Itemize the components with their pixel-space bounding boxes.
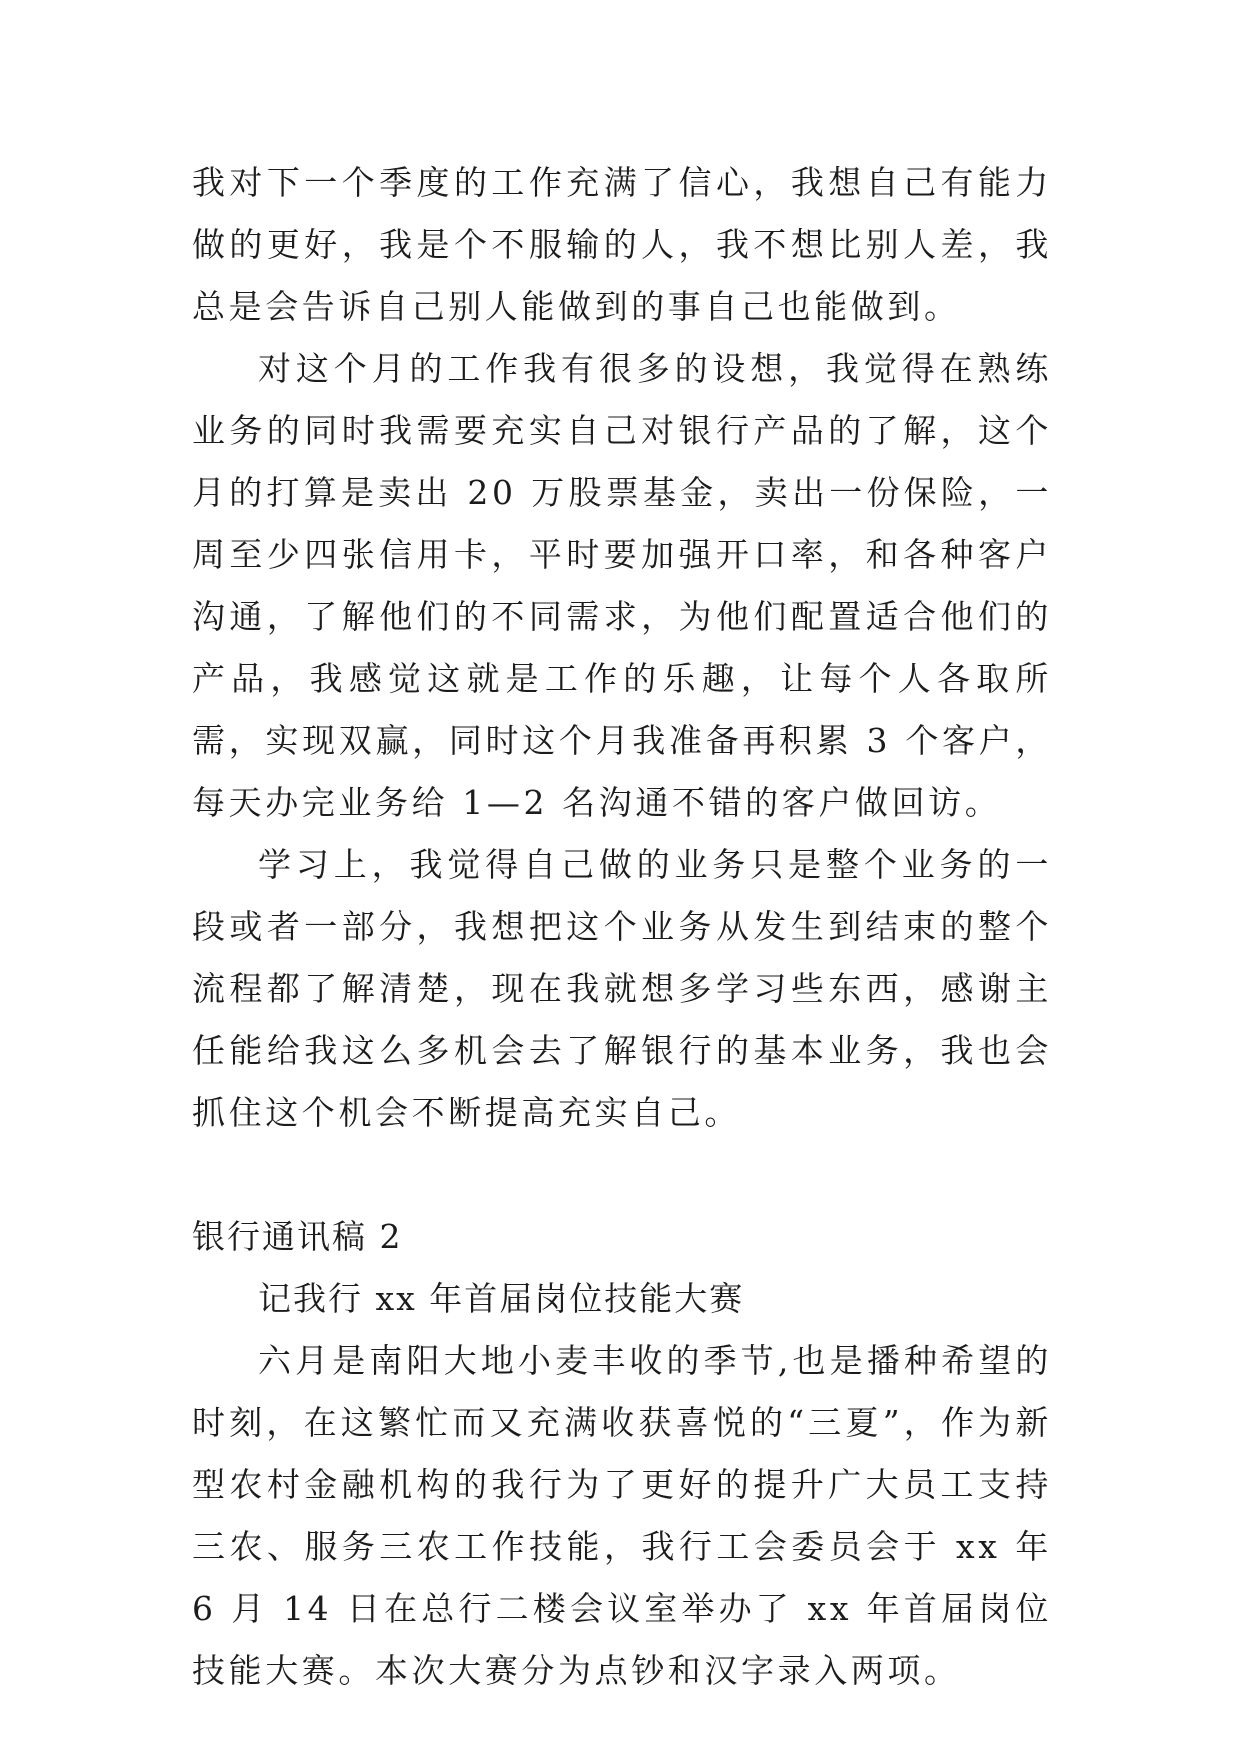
paragraph-confidence: 我对下一个季度的工作充满了信心，我想自己有能力做的更好，我是个不服输的人，我不想比别人差，我总是会告诉自己别人能做到的事自己也能做到。 — [192, 163, 1052, 326]
document-body — [192, 152, 1052, 1702]
paragraph-monthly-plan: 对这个月的工作我有很多的设想，我觉得在熟练业务的同时我需要充实自己对银行产品的了解，这个月的打算是卖出 20 万股票基金，卖出一份保险，一周至少四张信用卡，平时要加强开口率，和各种客户沟通，了解他们的不同需求，为他们配置适合他们的产品，我感觉这就是工作的乐趣，让每个人各取所需，实现双赢，同时这个月我准备再积累 3 个客户，每天办完业务给 1—2 名沟通不错的客户做回访。 — [192, 349, 1052, 822]
section-title: 银行通讯稿 2 — [192, 1217, 403, 1256]
paragraph-learning: 学习上，我觉得自己做的业务只是整个业务的一段或者一部分，我想把这个业务从发生到结束的整个流程都了解清楚，现在我就想多学习些东西，感谢主任能给我这么多机会去了解银行的基本业务，我也会抓住这个机会不断提高充实自己。 — [192, 845, 1052, 1132]
paragraph-competition: 六月是南阳大地小麦丰收的季节,也是播种希望的时刻，在这繁忙而又充满收获喜悦的“三夏”，作为新型农村金融机构的我行为了更好的提升广大员工支持三农、服务三农工作技能，我行工会委员会于 xx 年 6 月 14 日在总行二楼会议室举办了 xx 年首届岗位技能大赛。本次大赛分为点钞和汉字录入两项。 — [192, 1341, 1052, 1690]
article-title: 记我行 xx 年首届岗位技能大赛 — [258, 1279, 745, 1318]
